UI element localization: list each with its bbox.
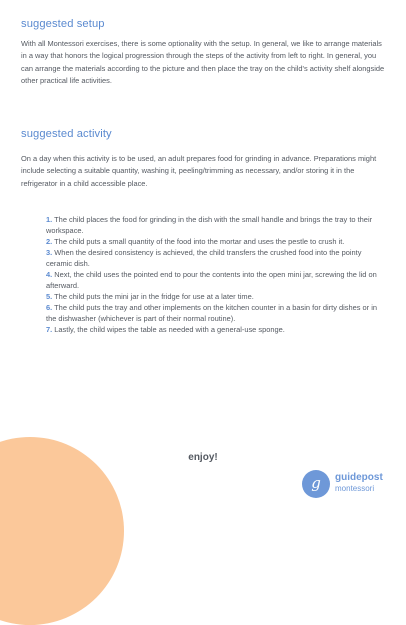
step-number: 2.	[46, 236, 53, 246]
step-number: 7.	[46, 324, 53, 334]
step-item	[46, 237, 380, 248]
enjoy-text: enjoy!	[188, 452, 218, 463]
step-text: When the desired consistency is achieved, the child transfers the crushed food into the pointy ceramic dish.	[46, 247, 362, 268]
step-item	[46, 325, 380, 336]
step-text: The child puts the mini jar in the fridge for use at a later time.	[54, 291, 254, 301]
step-text: The child puts a small quantity of the food into the mortar and uses the pestle to crush it.	[54, 236, 345, 246]
step-number: 1.	[46, 215, 53, 224]
step-text: The child places the food for grinding in the dish with the small handle and brings the tray to their workspace.	[46, 215, 373, 235]
step-item	[46, 270, 380, 292]
step-text: The child puts the tray and other implements on the kitchen counter in a basin for dirty dishes or in the dishwasher (whichever is part of their normal routine).	[46, 302, 378, 323]
logo-mark-icon: g	[302, 470, 330, 498]
step-number: 4.	[46, 269, 53, 279]
setup-heading: suggested setup	[21, 18, 105, 30]
step-item	[46, 292, 380, 303]
step-number: 5.	[46, 291, 53, 301]
step-text: Lastly, the child wipes the table as needed with a general-use sponge.	[54, 324, 285, 334]
guidepost-logo	[302, 469, 392, 501]
steps-list	[46, 215, 380, 335]
logo-wordmark: guidepost	[335, 472, 383, 483]
logo-subtitle: montessori	[335, 484, 375, 493]
activity-heading: suggested activity	[21, 128, 112, 140]
step-item	[46, 303, 380, 325]
step-number: 6.	[46, 302, 53, 312]
step-text: Next, the child uses the pointed end to pour the contents into the open mini jar, screwing the lid on afterward.	[46, 269, 377, 290]
step-item	[46, 248, 380, 270]
activity-intro: On a day when this activity is to be used, an adult prepares food for grinding in advance. Preparations might include selecting a suitable quantity, washing it, peeling/trimming as necessary, and/or storing it in the refrigerator in a child accessible place.	[21, 154, 377, 188]
setup-paragraph: With all Montessori exercises, there is some optionality with the setup. In general, we like to arrange materials in a way that honors the logical progression through the steps of the activity from left to right. In general, you can arrange the materials according to the picture and then place the tray on the child's activity shelf alongside other practical life activities.	[21, 39, 385, 86]
step-number: 3.	[46, 247, 53, 257]
step-item	[46, 215, 380, 237]
decorative-blob	[0, 437, 124, 625]
